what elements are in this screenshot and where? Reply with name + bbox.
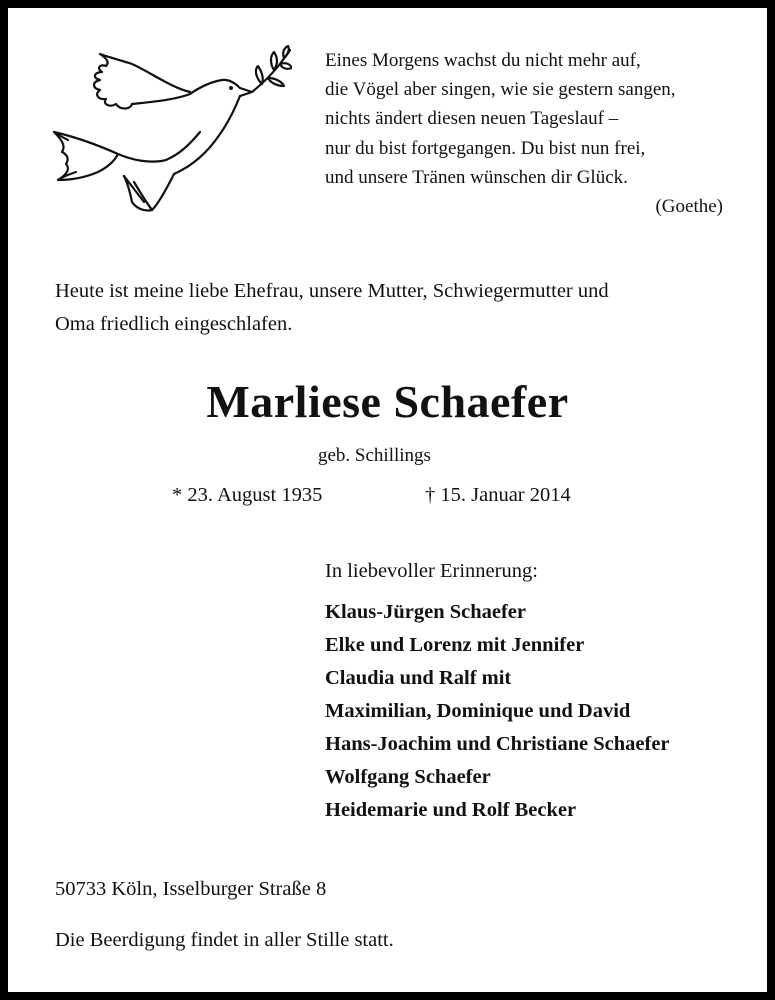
poem-author: (Goethe) <box>655 196 723 218</box>
intro-text <box>55 275 735 341</box>
funeral-note: Die Beerdigung findet in aller Stille statt. <box>55 929 394 951</box>
list-item: Hans-Joachim und Christiane Schaefer <box>325 733 670 755</box>
deceased-name: Marliese Schaefer <box>206 376 569 427</box>
intro-line: Oma friedlich eingeschlafen. <box>55 313 293 335</box>
list-item: Heidemarie und Rolf Becker <box>325 799 577 821</box>
mourners-list <box>325 596 670 827</box>
list-item: Elke und Lorenz mit Jennifer <box>325 634 585 656</box>
dove-with-olive-branch-icon <box>40 42 292 222</box>
intro-line: Heute ist meine liebe Ehefrau, unsere Mutter, Schwiegermutter und <box>55 280 609 302</box>
poem-line: nur du bist fortgegangen. Du bist nun frei, <box>325 137 646 159</box>
list-item: Maximilian, Dominique und David <box>325 700 631 722</box>
birth-date: * 23. August 1935 <box>172 484 323 506</box>
poem <box>325 46 725 221</box>
death-date: † 15. Januar 2014 <box>425 484 571 506</box>
poem-line: Eines Morgens wachst du nicht mehr auf, <box>325 50 641 71</box>
list-item: Wolfgang Schaefer <box>325 766 491 788</box>
maiden-name: geb. Schillings <box>318 445 431 466</box>
memory-label: In liebevoller Erinnerung: <box>325 560 538 582</box>
address: 50733 Köln, Isselburger Straße 8 <box>55 878 327 900</box>
poem-line: die Vögel aber singen, wie sie gestern sangen, <box>325 79 676 101</box>
poem-line: und unsere Tränen wünschen dir Glück. <box>325 166 628 188</box>
list-item: Claudia und Ralf mit <box>325 667 512 689</box>
list-item: Klaus-Jürgen Schaefer <box>325 601 526 623</box>
poem-line: nichts ändert diesen neuen Tageslauf – <box>325 108 619 130</box>
